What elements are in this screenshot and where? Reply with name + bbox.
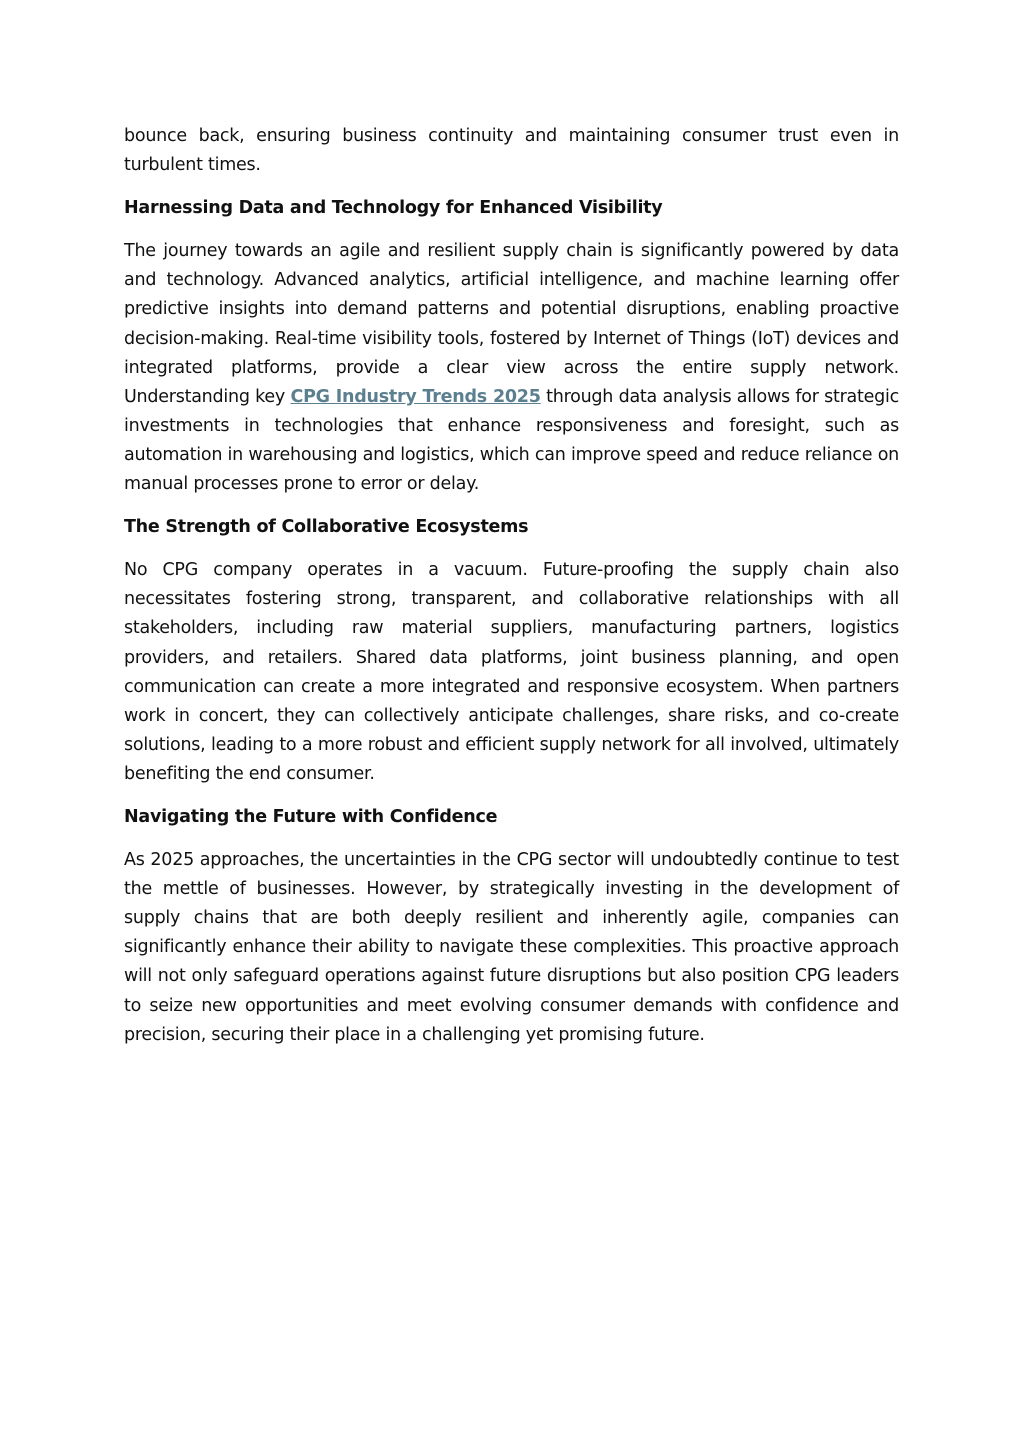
intro-paragraph: bounce back, ensuring business continuity and maintaining consumer trust even in turbulent times. [124, 126, 899, 176]
document-page [124, 122, 899, 1064]
section-heading-future-confidence: Navigating the Future with Confidence [124, 806, 498, 827]
cpg-industry-trends-link[interactable]: CPG Industry Trends 2025 [290, 386, 541, 407]
body-text-before-link: The journey towards an agile and resilient supply chain is significantly powered by data and technology. Advanced analytics, artificial intelligence, and machine learning offer predictive insights into demand patterns and potential disruptions, enabling proactive decision-making. Real-time visibility tools, fostered by Internet of Things (IoT) devices and integrated platforms, provide a clear view across the entire supply network. Understanding key [124, 241, 899, 407]
section-heading-data-technology: Harnessing Data and Technology for Enhanced Visibility [124, 198, 663, 219]
body-text-after-link: through data analysis allows for strategic investments in technologies that enhance responsiveness and foresight, such as automation in warehousing and logistics, which can improve speed and reduce reliance on manual processes prone to error or delay. [124, 386, 899, 495]
section-body-future-confidence: As 2025 approaches, the uncertainties in the CPG sector will undoubtedly continue to test the mettle of businesses. However, by strategically investing in the development of supply chains that are both deeply resilient and inherently agile, companies can significantly enhance their ability to navigate these complexities. This proactive approach will not only safeguard operations against future disruptions but also position CPG leaders to seize new opportunities and meet evolving consumer demands with confidence and precision, securing their place in a challenging yet promising future. [124, 850, 899, 1045]
section-body-data-technology [124, 237, 899, 499]
section-heading-collaborative-ecosystems: The Strength of Collaborative Ecosystems [124, 517, 529, 538]
section-body-collaborative-ecosystems: No CPG company operates in a vacuum. Future-proofing the supply chain also necessitates fostering strong, transparent, and collaborative relationships with all stakeholders, including raw material suppliers, manufacturing partners, logistics providers, and retailers. Shared data platforms, joint business planning, and open communication can create a more integrated and responsive ecosystem. When partners work in concert, they can collectively anticipate challenges, share risks, and co-create solutions, leading to a more robust and efficient supply network for all involved, ultimately benefiting the end consumer. [124, 560, 899, 784]
